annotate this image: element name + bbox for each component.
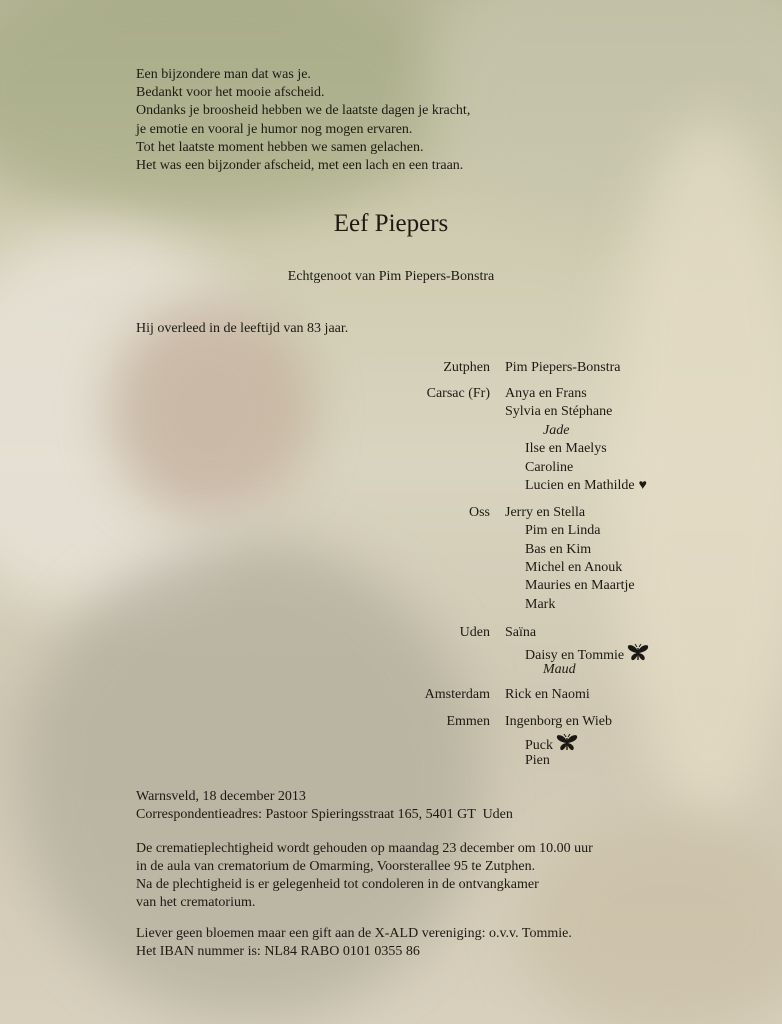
family-member: Anya en Frans xyxy=(505,386,587,401)
family-member: Saïna xyxy=(505,625,537,640)
family-member: Bas en Kim xyxy=(525,542,592,557)
family-member: Pim en Linda xyxy=(525,523,601,538)
family-place: Emmen xyxy=(446,714,490,729)
family-member: Maud xyxy=(543,662,576,677)
family-member: Ingenborg en Wieb xyxy=(505,714,613,729)
family-member: Pien xyxy=(525,753,550,768)
poem-line: Ondanks je broosheid hebben we de laatste dagen je kracht, xyxy=(136,103,471,119)
ceremony-line: van het crematorium. xyxy=(136,895,256,910)
family-member: Sylvia en Stéphane xyxy=(505,404,613,419)
butterfly-icon xyxy=(627,644,649,662)
family-member-name: Daisy en Tommie xyxy=(525,648,625,663)
spouse-line: Echtgenoot van Pim Piepers-Bonstra xyxy=(287,269,495,284)
family-member xyxy=(525,734,578,754)
family-place: Zutphen xyxy=(443,360,490,375)
family-member-name: Lucien en Mathilde xyxy=(525,478,635,493)
poem-line: Het was een bijzonder afscheid, met een lach en een traan. xyxy=(136,158,464,174)
address-line: Correspondentieadres: Pastoor Spieringsstraat 165, 5401 GT Uden xyxy=(136,807,513,822)
family-member: Rick en Naomi xyxy=(505,687,590,702)
family-member: Jerry en Stella xyxy=(505,505,586,520)
family-member: Caroline xyxy=(525,460,574,475)
family-place: Oss xyxy=(468,505,490,520)
family-place: Uden xyxy=(459,625,490,640)
butterfly-icon xyxy=(556,734,578,752)
age-line: Hij overleed in de leeftijd van 83 jaar. xyxy=(136,321,349,336)
ceremony-line: De crematieplechtigheid wordt gehouden op maandag 23 december om 10.00 uur xyxy=(136,841,593,856)
poem-line: Tot het laatste moment hebben we samen gelachen. xyxy=(136,139,424,155)
donation-line: Liever geen bloemen maar een gift aan de X-ALD vereniging: o.v.v. Tommie. xyxy=(136,926,572,941)
poem-line: je emotie en vooral je humor nog mogen ervaren. xyxy=(136,121,413,137)
poem-line: Een bijzondere man dat was je. xyxy=(136,67,311,82)
heart-icon: ♥ xyxy=(638,478,647,493)
poem-line: Bedankt voor het mooie afscheid. xyxy=(136,85,325,101)
family-member-name: Puck xyxy=(525,738,553,753)
family-member xyxy=(525,478,647,494)
family-member: Pim Piepers-Bonstra xyxy=(505,360,621,375)
family-member xyxy=(525,644,649,664)
family-member: Ilse en Maelys xyxy=(525,441,607,456)
poem xyxy=(136,66,470,175)
donation-line: Het IBAN nummer is: NL84 RABO 0101 0355 86 xyxy=(136,944,420,959)
ceremony-line: Na de plechtigheid is er gelegenheid tot condoleren in de ontvangkamer xyxy=(136,877,539,892)
family-member: Mauries en Maartje xyxy=(525,578,635,593)
date-line: Warnsveld, 18 december 2013 xyxy=(136,789,306,804)
family-place: Amsterdam xyxy=(424,687,490,702)
ceremony-line: in de aula van crematorium de Omarming, Voorsterallee 95 te Zutphen. xyxy=(136,859,536,874)
family-place: Carsac (Fr) xyxy=(426,386,490,401)
deceased-name: Eef Piepers xyxy=(333,210,449,237)
family-member: Jade xyxy=(543,423,570,438)
family-member: Mark xyxy=(525,597,556,612)
family-member: Michel en Anouk xyxy=(525,560,623,575)
